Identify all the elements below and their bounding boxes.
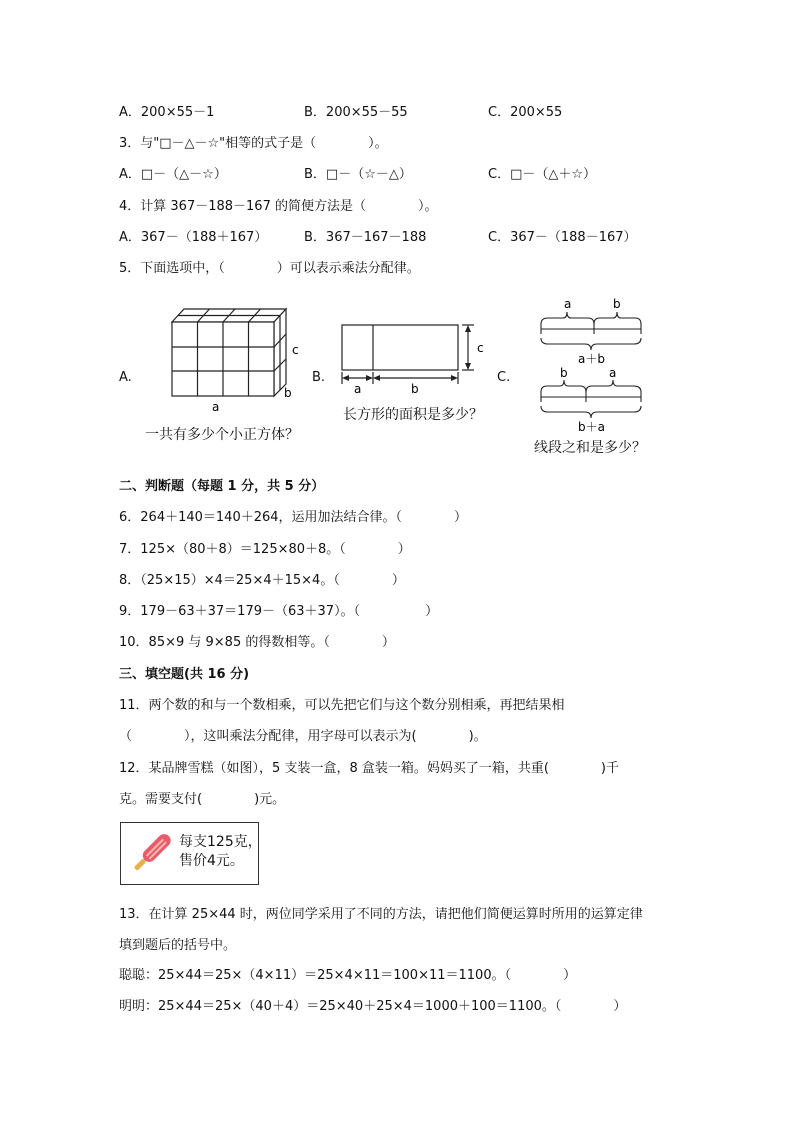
rect-caption: 长方形的面积是多少？	[343, 407, 483, 423]
q12-line2: 克。需要支付( )元。	[119, 792, 286, 807]
icecream-info-text	[179, 833, 262, 871]
q11-line1: 11．两个数的和与一个数相乘，可以先把它们与这个数分别相乘，再把结果相	[119, 698, 565, 713]
q2-option-a: A．200×55－1	[119, 105, 215, 120]
cube-label-b: b	[284, 386, 292, 400]
q3-option-c: C．□－（△＋☆）	[488, 167, 597, 182]
q13-mingming: 明明：25×44＝25×（40＋4）＝25×40＋25×4＝1000＋100＝1100。（ ）	[119, 999, 627, 1014]
q5-mark-c: C.	[497, 370, 511, 385]
segments-figure	[530, 296, 650, 436]
q13-congcong: 聪聪：25×44＝25×（4×11）＝25×4×11＝100×11＝1100。（ ）	[119, 968, 577, 983]
rectangle-figure	[335, 318, 495, 398]
q6: 6．264＋140＝140＋264，运用加法结合律。（ ）	[119, 510, 468, 525]
icecream-info-box	[120, 822, 262, 885]
q4-option-c: C．367－（188－167）	[488, 230, 637, 245]
icecream-line1: 每支125克，	[179, 834, 262, 850]
rect-label-a: a	[354, 382, 362, 396]
cube-label-c: c	[292, 343, 299, 357]
q13-line1: 13．在计算 25×44 时，两位同学采用了不同的方法，请把他们简便运算时所用的运算定律	[119, 907, 643, 922]
q3-option-a: A．□－（△－☆）	[119, 167, 227, 182]
q2-option-b: B．200×55－55	[304, 105, 408, 120]
q4-option-a: A．367－（188＋167）	[119, 230, 268, 245]
rect-label-c: c	[477, 341, 484, 355]
section3-title: 三、填空题(共 16 分)	[119, 667, 250, 682]
icecream-line2: 售价4元。	[179, 853, 244, 869]
section2-title: 二、判断题（每题 1 分，共 5 分）	[119, 479, 325, 494]
q4-option-b: B．367－167－188	[304, 230, 427, 245]
q10: 10．85×9 与 9×85 的得数相等。（ ）	[119, 635, 395, 650]
cube-stack-figure	[160, 300, 310, 415]
seg-bottom-sum: b＋a	[578, 420, 605, 434]
q8: 8．（25×15）×4＝25×4＋15×4。（ ）	[119, 573, 405, 588]
rect-label-b: b	[411, 382, 419, 396]
q4-stem: 4．计算 367－188－167 的简便方法是（ ）。	[119, 199, 438, 214]
q11-line2: （ ），这叫乘法分配律，用字母可以表示为( )。	[119, 729, 487, 744]
seg-bottom-a: a	[609, 366, 617, 380]
cube-label-a: a	[212, 400, 220, 414]
q2-option-c: C．200×55	[488, 105, 563, 120]
q3-stem: 3．与"□－△－☆"相等的式子是（ ）。	[119, 136, 388, 151]
q13-line2: 填到题后的括号中。	[119, 938, 237, 953]
popsicle-icon	[125, 831, 175, 877]
cube-caption: 一共有多少个小正方体？	[145, 427, 299, 443]
seg-top-sum: a＋b	[578, 352, 605, 366]
q7: 7．125×（80＋8）＝125×80＋8。（ ）	[119, 542, 411, 557]
q5-stem: 5．下面选项中，（ ）可以表示乘法分配律。	[119, 261, 420, 276]
q5-mark-b: B.	[312, 370, 326, 385]
segments-caption: 线段之和是多少？	[534, 440, 646, 456]
q3-option-b: B．□－（☆－△）	[304, 167, 412, 182]
q12-line1: 12．某品牌雪糕（如图），5 支装一盒，8 盒装一箱。妈妈买了一箱，共重( )千	[119, 761, 619, 776]
seg-top-b: b	[613, 297, 621, 311]
q9: 9．179－63＋37＝179－（63＋37）。（ ）	[119, 604, 439, 619]
seg-top-a: a	[564, 297, 572, 311]
seg-bottom-b: b	[560, 366, 568, 380]
q5-mark-a: A.	[119, 370, 132, 385]
